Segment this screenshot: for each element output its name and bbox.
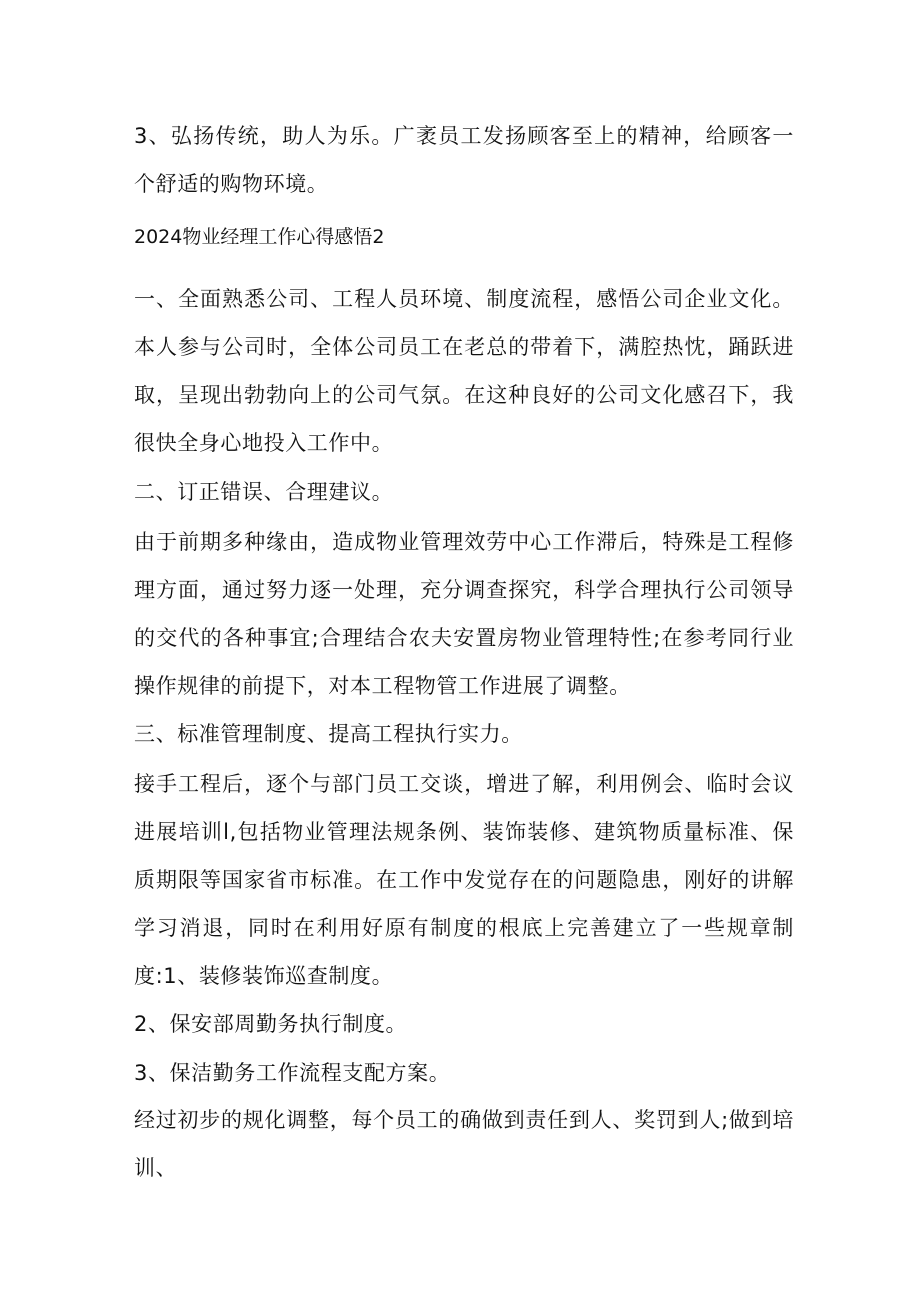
list-item-security-duty: 2、保安部周勤务执行制度。 <box>134 1012 408 1036</box>
paragraph-corrections: 由于前期多种缘由，造成物业管理效劳中心工作滞后，特殊是工程修理方面，通过努力逐一处理，充分调查探究，科学合理执行公司领导的交代的各种事宜;合理结合农夫安置房物业管理特性;在参考同行业操作规律的前提下，对本工程物管工作进展了调整。 <box>134 530 794 698</box>
paragraph-service-culture: 3、弘扬传统，助人为乐。广袤员工发扬顾客至上的精神，给顾客一个舒适的购物环境。 <box>134 124 794 196</box>
heading-management-system: 三、标准管理制度、提高工程执行实力。 <box>134 722 523 746</box>
list-item-cleaning-plan: 3、保洁勤务工作流程支配方案。 <box>134 1061 451 1085</box>
heading-corrections: 二、订正错误、合理建议。 <box>134 480 394 504</box>
paragraph-management-system: 接手工程后，逐个与部门员工交谈，增进了解，利用例会、临时会议进展培训l,包括物业管理法规条例、装饰装修、建筑物质量标准、保质期限等国家省市标准。在工作中发觉存在的问题隐患，刚好的讲解学习消退，同时在利用好原有制度的根底上完善建立了一些规章制度:1、装修装饰巡查制度。 <box>134 772 794 988</box>
paragraph-company-culture: 一、全面熟悉公司、工程人员环境、制度流程，感悟公司企业文化。本人参与公司时，全体公司员工在老总的带着下，满腔热忱，踊跃进取，呈现出勃勃向上的公司气氛。在这种良好的公司文化感召下，我很快全身心地投入工作中。 <box>134 287 794 455</box>
paragraph-summary: 经过初步的规化调整，每个员工的确做到责任到人、奖罚到人;做到培训、 <box>134 1108 794 1180</box>
section-title: 2024物业经理工作心得感悟2 <box>134 226 385 248</box>
